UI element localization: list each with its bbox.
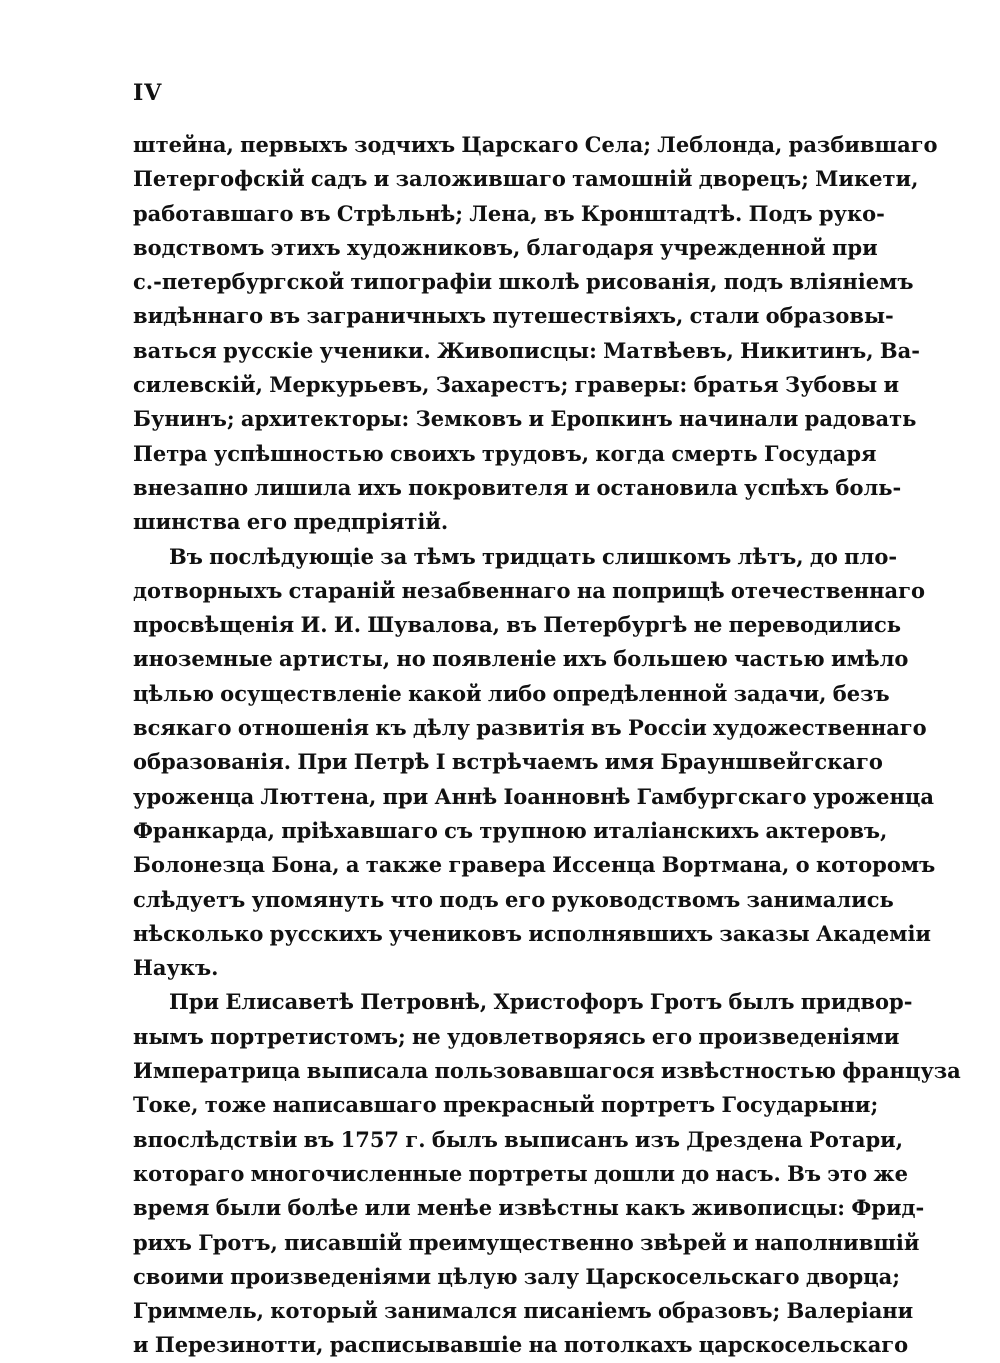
text-line: Наукъ.: [133, 955, 219, 981]
text-line: нымъ портретистомъ; не удовлетворяясь его произведеніями: [133, 1023, 900, 1049]
text-line: и Перезинотти, расписывавшіе на потолкахъ царскосельскаго: [133, 1332, 909, 1358]
text-line: цѣлью осуществленіе какой либо опредѣленной задачи, безъ: [133, 680, 890, 706]
text-line: своими произведеніями цѣлую залу Царскосельскаго дворца;: [133, 1263, 901, 1289]
text-line: Петергофскій садъ и заложившаго тамошній дворецъ; Микети,: [133, 166, 919, 192]
text-line: слѣдуетъ упомянуть что подъ его руководствомъ занимались: [133, 886, 894, 912]
text-line: время были болѣе или менѣе извѣстны какъ живописцы: Фрид-: [133, 1195, 925, 1221]
text-line: Бунинъ; архитекторы: Земковъ и Еропкинъ начинали радовать: [133, 406, 917, 432]
text-line: Франкарда, пріѣхавшаго съ трупною италіанскихъ актеровъ,: [133, 817, 888, 843]
text-line: При Елисаветѣ Петровнѣ, Христофоръ Гротъ былъ придвор-: [169, 989, 913, 1015]
text-line: видѣннаго въ заграничныхъ путешествіяхъ, стали образовы-: [133, 303, 894, 329]
page-number: IV: [133, 80, 163, 106]
text-line: Токе, тоже написавшаго прекрасный портретъ Государыни;: [133, 1092, 879, 1118]
text-line: всякаго отношенія къ дѣлу развитія въ Россіи художественнаго: [133, 715, 927, 741]
text-line: рихъ Гротъ, писавшій преимущественно звѣрей и наполнившій: [133, 1229, 920, 1255]
text-line: дотворныхъ стараній незабвеннаго на поприщѣ отечественнаго: [133, 577, 926, 603]
paragraph-1: [133, 128, 938, 540]
text-line: Петра успѣшностью своихъ трудовъ, когда смерть Государя: [133, 440, 877, 466]
text-line: работавшаго въ Стрѣльнѣ; Лена, въ Кронштадтѣ. Подъ руко-: [133, 200, 885, 226]
text-line: образованія. При Петрѣ I встрѣчаемъ имя Брауншвейгскаго: [133, 749, 883, 775]
text-line: водствомъ этихъ художниковъ, благодаря учрежденной при: [133, 234, 878, 260]
text-line: штейна, первыхъ зодчихъ Царскаго Села; Леблонда, разбившаго: [133, 132, 938, 157]
text-line: просвѣщенія И. И. Шувалова, въ Петербургѣ не переводились: [133, 612, 902, 638]
body-text: [133, 128, 961, 1363]
paragraph-2: [133, 540, 936, 986]
text-line: впослѣдствіи въ 1757 г. былъ выписанъ изъ Дрездена Ротари,: [133, 1126, 904, 1152]
text-line: Гриммель, который занимался писаніемъ образовъ; Валеріани: [133, 1298, 914, 1324]
text-line: ваться русскіе ученики. Живописцы: Матвѣевъ, Никитинъ, Ва-: [133, 337, 920, 363]
text-line: котораго многочисленные портреты дошли до насъ. Въ это же: [133, 1160, 908, 1186]
text-line: Болонезца Бона, а также гравера Иссенца Вортмана, о которомъ: [133, 852, 936, 878]
text-line: Въ послѣдующіе за тѣмъ тридцать слишкомъ лѣтъ, до пло-: [169, 543, 898, 569]
text-line: шинства его предпріятій.: [133, 509, 449, 535]
text-line: нѣсколько русскихъ учениковъ исполнявшихъ заказы Академіи: [133, 920, 932, 946]
text-line: с.-петербургской типографіи школѣ рисованія, подъ вліяніемъ: [133, 269, 914, 295]
text-line: внезапно лишила ихъ покровителя и остановила успѣхъ боль-: [133, 474, 902, 500]
text-line: силевскій, Меркурьевъ, Захарестъ; граверы: братья Зубовы и: [133, 372, 900, 398]
text-line: уроженца Люттена, при Аннѣ Іоанновнѣ Гамбургскаго уроженца: [133, 783, 934, 809]
text-line: Императрица выписала пользовавшагося извѣстностью француза: [133, 1058, 961, 1084]
text-line: иноземные артисты, но появленіе ихъ большею частью имѣло: [133, 646, 909, 672]
paragraph-3: [133, 985, 961, 1362]
